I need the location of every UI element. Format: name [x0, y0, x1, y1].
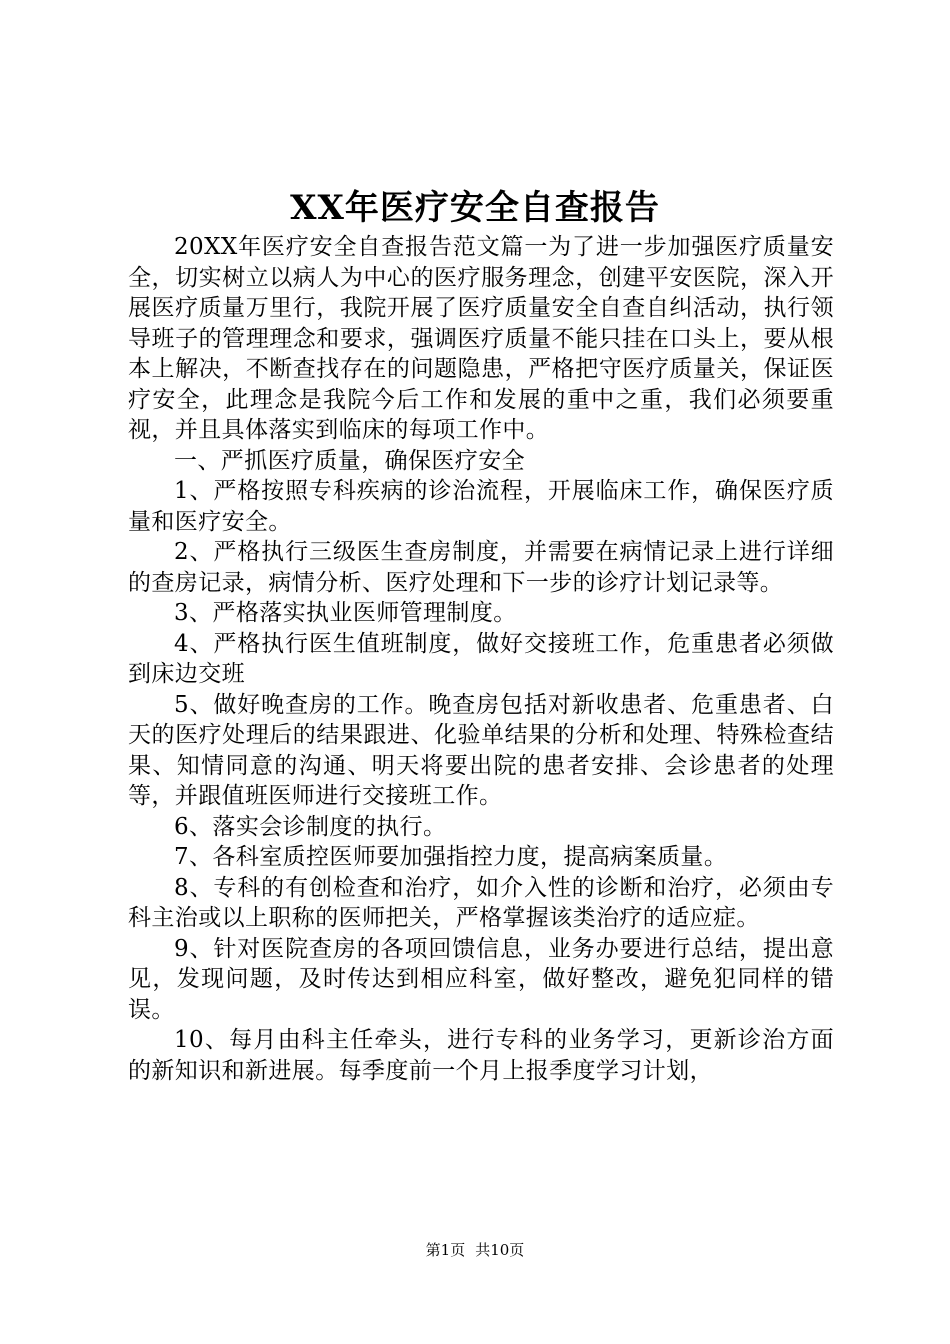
- page-footer: [0, 1240, 950, 1260]
- page-total: 共10页: [475, 1241, 525, 1259]
- list-item: 1、严格按照专科疾病的诊治流程，开展临床工作，确保医疗质量和医疗安全。: [128, 478, 834, 535]
- intro-paragraph: 20XX年医疗安全自查报告范文篇一为了进一步加强医疗质量安全，切实树立以病人为中心的医疗服务理念，创建平安医院，深入开展医疗质量万里行，我院开展了医疗质量安全自查自纠活动，执行领导班子的管理理念和要求，强调医疗质量不能只挂在口头上，要从根本上解决，不断查找存在的问题隐患，严格把守医疗质量关，保证医疗安全，此理念是我院今后工作和发展的重中之重，我们必须要重视，并且具体落实到临床的每项工作中。: [128, 234, 834, 443]
- list-item: 2、严格执行三级医生查房制度，并需要在病情记录上进行详细的查房记录，病情分析、医疗处理和下一步的诊疗计划记录等。: [128, 539, 834, 596]
- list-item: 7、各科室质控医师要加强指控力度，提高病案质量。: [174, 844, 728, 870]
- list-item: 6、落实会诊制度的执行。: [174, 813, 447, 840]
- page-number: 第1页: [425, 1241, 466, 1259]
- list-item: 3、严格落实执业医师管理制度。: [174, 600, 517, 626]
- list-item: 5、做好晚查房的工作。晚查房包括对新收患者、危重患者、白天的医疗处理后的结果跟进、化验单结果的分析和处理、特殊检查结果、知情同意的沟通、明天将要出院的患者安排、会诊患者的处理等，并跟值班医师进行交接班工作。: [128, 691, 834, 809]
- list-item: 4、严格执行医生值班制度，做好交接班工作，危重患者必须做到床边交班: [128, 630, 834, 687]
- list-item: 10、每月由科主任牵头，进行专科的业务学习，更新诊治方面的新知识和新进展。每季度前一个月上报季度学习计划，: [128, 1027, 834, 1084]
- body-text: [128, 232, 834, 1086]
- page-title: XX年医疗安全自查报告: [290, 188, 660, 228]
- list-item: 8、专科的有创检查和治疗，如介入性的诊断和治疗，必须由专科主治或以上职称的医师把关，严格掌握该类治疗的适应症。: [128, 874, 834, 931]
- section-heading: 一、严抓医疗质量，确保医疗安全: [174, 447, 525, 474]
- list-item: 9、针对医院查房的各项回馈信息，业务办要进行总结，提出意见，发现问题，及时传达到相应科室，做好整改，避免犯同样的错误。: [128, 935, 834, 1023]
